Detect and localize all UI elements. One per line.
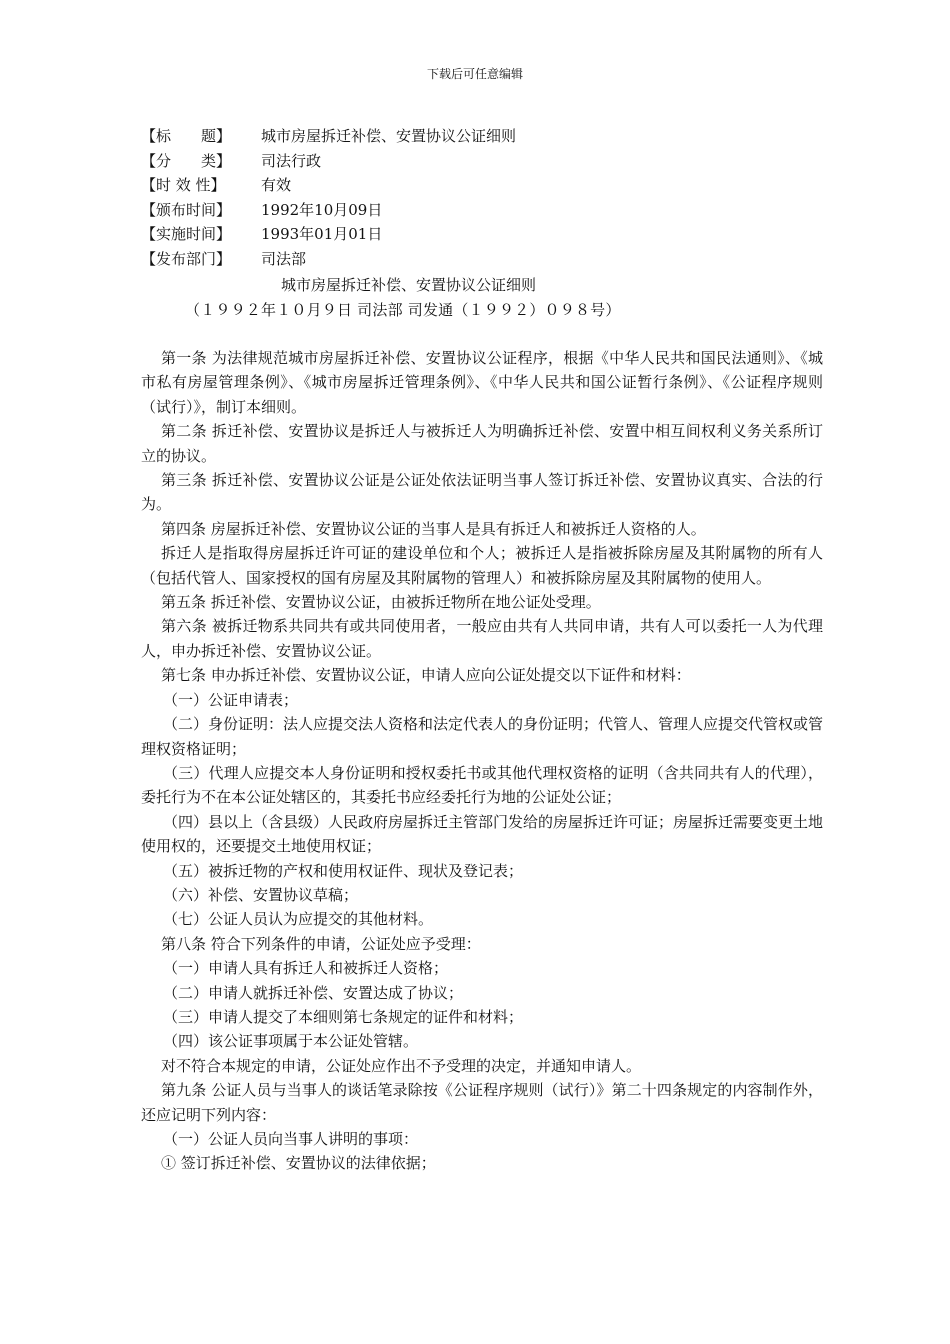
list-item: （一）申请人具有拆迁人和被拆迁人资格； [163,959,449,978]
list-item: （五）被拆迁物的产权和使用权证件、现状及登记表； [163,861,524,880]
document-title-block [141,273,821,322]
article-paragraph: 拆迁人是指取得房屋拆迁许可证的建设单位和个人；被拆迁人是指被拆除房屋及其附属物的所有人（包括代管人、国家授权的国有房屋及其附属物的管理人）和被拆除房屋及其附属物的使用人。 [141,544,823,587]
list-item: （三）申请人提交了本细则第七条规定的证件和材料； [163,1007,524,1026]
meta-label: 【时 效 性】 [141,176,226,194]
list-item: （四）该公证事项属于本公证处管辖。 [163,1032,419,1051]
article-paragraph: 第五条 拆迁补偿、安置协议公证，由被拆迁物所在地公证处受理。 [161,593,601,612]
meta-value: 1993年01月01日 [261,225,383,243]
meta-row-category [141,149,821,174]
list-item: （三）代理人应提交本人身份证明和授权委托书或其他代理权资格的证明（含共同共有人的代理），委托行为不在本公证处辖区的，其委托书应经委托行为地的公证处公证； [141,763,823,807]
document-title: 城市房屋拆迁补偿、安置协议公证细则 [281,276,537,294]
article-paragraph: 对不符合本规定的申请，公证处应作出不予受理的决定，并通知申请人。 [161,1056,642,1075]
list-item: （四）县以上（含县级）人民政府房屋拆迁主管部门发给的房屋拆迁许可证；房屋拆迁需要变更土地使用权的，还要提交土地使用权证； [141,812,824,856]
meta-label: 【颁布时间】 [141,200,232,219]
document-body [141,346,823,1176]
meta-label: 【分 类】 [141,151,232,170]
meta-label: 【标 题】 [141,127,232,145]
article-paragraph: 第一条 为法律规范城市房屋拆迁补偿、安置协议公证程序，根据《中华人民共和国民法通则》、《城市私有房屋管理条例》、《城市房屋拆迁管理条例》、《中华人民共和国公证暂行条例》、《公证程序规则（试行）》，制订本细则。 [141,349,823,416]
article-paragraph: 第四条 房屋拆迁补偿、安置协议公证的当事人是具有拆迁人和被拆迁人资格的人。 [161,519,706,538]
list-item: （六）补偿、安置协议草稿； [163,885,359,904]
list-item: （七）公证人员认为应提交的其他材料。 [163,910,434,929]
article-paragraph: 第二条 拆迁补偿、安置协议是拆迁人与被拆迁人为明确拆迁补偿、安置中相互间权利义务关系所订立的协议。 [141,422,823,465]
list-item: （二）申请人就拆迁补偿、安置达成了协议； [163,983,464,1002]
list-item: ① 签订拆迁补偿、安置协议的法律依据； [161,1154,436,1173]
meta-row-validity [141,173,821,198]
article-paragraph: 第六条 被拆迁物系共同共有或共同使用者，一般应由共有人共同申请，共有人可以委托一人为代理人，申办拆迁补偿、安置协议公证。 [141,617,823,660]
meta-value: 司法部 [261,249,307,268]
meta-value: 司法行政 [261,151,322,170]
meta-row-effective-date [141,222,821,247]
meta-label: 【实施时间】 [141,225,232,243]
meta-value: 城市房屋拆迁补偿、安置协议公证细则 [261,127,517,145]
metadata-block [141,124,821,271]
document-subtitle: （１９９２年１０月９日 司法部 司发通（１９９２）０９８号） [185,300,621,319]
meta-row-issue-date [141,198,821,223]
meta-label: 【发布部门】 [141,249,232,268]
article-paragraph: 第三条 拆迁补偿、安置协议公证是公证处依法证明当事人签订拆迁补偿、安置协议真实、合法的行为。 [141,471,823,514]
page-header-note: 下载后可任意编辑 [426,67,523,81]
article-paragraph: 第九条 公证人员与当事人的谈话笔录除按《公证程序规则（试行）》第二十四条规定的内容制作外，还应记明下列内容： [141,1081,823,1124]
list-item: （一）公证申请表； [163,690,299,709]
meta-row-department [141,247,821,272]
meta-value: 1992年10月09日 [261,200,383,219]
article-paragraph: 第八条 符合下列条件的申请，公证处应予受理： [161,934,481,953]
list-item: （一）公证人员向当事人讲明的事项： [163,1130,419,1148]
meta-value: 有效 [261,176,292,194]
list-item: （二）身份证明：法人应提交法人资格和法定代表人的身份证明；代管人、管理人应提交代管权或管理权资格证明； [141,715,824,758]
article-paragraph: 第七条 申办拆迁补偿、安置协议公证，申请人应向公证处提交以下证件和材料： [161,666,691,685]
meta-row-title [141,124,821,149]
